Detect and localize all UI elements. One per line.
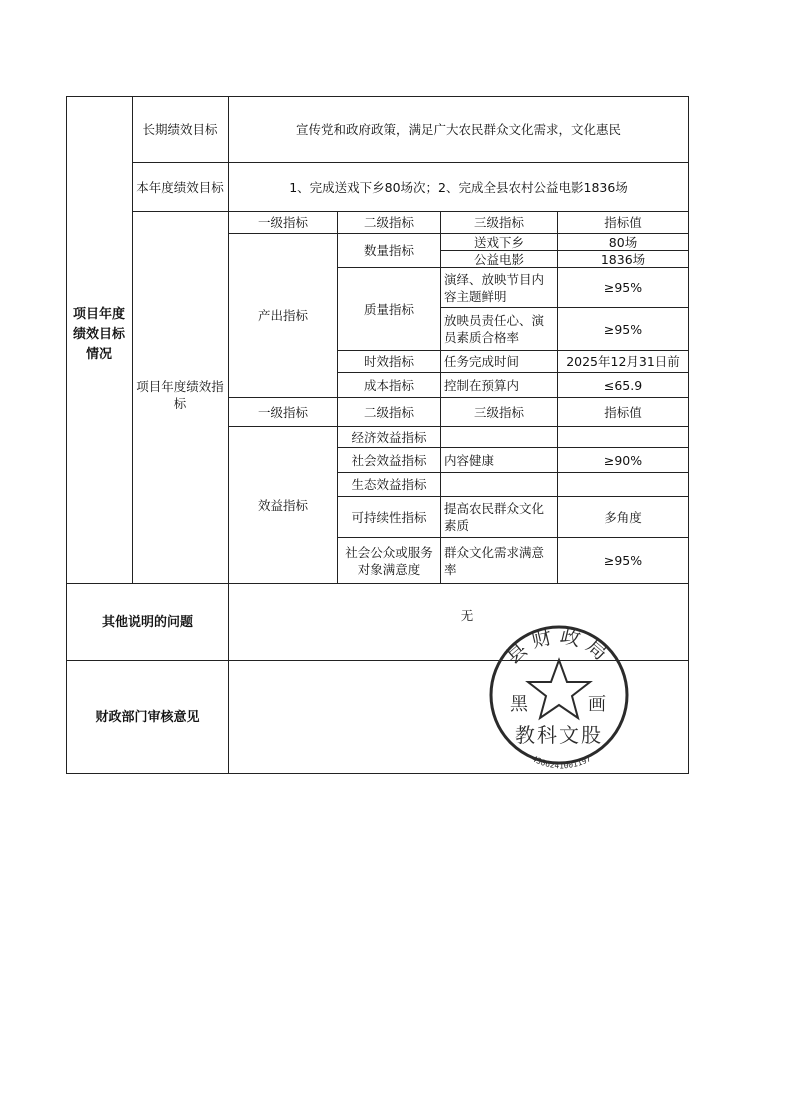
quality-row-value: ≥95% bbox=[603, 280, 643, 295]
timeliness-label: 时效指标 bbox=[363, 354, 414, 369]
header-level2: 二级指标 bbox=[363, 215, 414, 230]
indicator-label: 项目年度绩效指标 bbox=[136, 379, 224, 411]
other-value: 无 bbox=[460, 607, 474, 623]
benefit-level1: 效益指标 bbox=[257, 497, 308, 513]
ecological-name bbox=[441, 473, 557, 496]
timeliness-value: 2025年12月31日前 bbox=[566, 354, 680, 369]
quantity-row-name: 公益电影 bbox=[473, 251, 524, 267]
header-level1: 一级指标 bbox=[257, 404, 308, 420]
header-level2: 二级指标 bbox=[363, 404, 414, 420]
finance-label: 财政部门审核意见 bbox=[95, 709, 200, 725]
quality-row-name: 放映员责任心、演员素质合格率 bbox=[444, 313, 545, 345]
economic-label: 经济效益指标 bbox=[351, 429, 427, 445]
header-level3: 三级指标 bbox=[473, 404, 524, 420]
sustainable-label: 可持续性指标 bbox=[351, 509, 427, 525]
annual-goal-label: 本年度绩效目标 bbox=[136, 179, 224, 195]
header-level3: 三级指标 bbox=[473, 215, 524, 230]
long-term-goal-text: 宣传党和政府政策，满足广大农民群众文化需求，文化惠民 bbox=[295, 122, 621, 137]
star-icon bbox=[528, 660, 590, 718]
quality-label: 质量指标 bbox=[363, 301, 414, 317]
cost-name: 控制在预算内 bbox=[444, 377, 520, 393]
official-seal bbox=[484, 620, 634, 770]
sustainable-name: 提高农民群众文化素质 bbox=[444, 501, 545, 533]
quantity-row-value: 1836场 bbox=[600, 251, 646, 267]
svg-text:4306241001197 bbox=[531, 754, 593, 770]
social-name: 内容健康 bbox=[444, 452, 495, 468]
economic-value bbox=[558, 427, 688, 447]
cost-label: 成本指标 bbox=[363, 377, 414, 393]
timeliness-name: 任务完成时间 bbox=[444, 354, 520, 369]
annual-goal-text: 1、完成送戏下乡80场次；2、完成全县农村公益电影1836场 bbox=[289, 179, 628, 195]
satisfaction-value: ≥95% bbox=[603, 553, 643, 568]
social-value: ≥90% bbox=[603, 452, 643, 468]
quality-row-name: 演绎、放映节目内容主题鲜明 bbox=[444, 271, 545, 304]
quality-row-value: ≥95% bbox=[603, 321, 643, 337]
satisfaction-label: 社会公众或服务对象满意度 bbox=[345, 544, 433, 577]
header-value: 指标值 bbox=[604, 404, 642, 420]
long-term-goal-label: 长期绩效目标 bbox=[142, 122, 218, 137]
seal-top-text: 县财政局 bbox=[500, 623, 618, 669]
output-level1: 产出指标 bbox=[257, 308, 308, 323]
social-label: 社会效益指标 bbox=[351, 452, 427, 468]
quantity-label: 数量指标 bbox=[363, 243, 414, 258]
header-level1: 一级指标 bbox=[257, 215, 308, 230]
seal-number: 4306241001197 bbox=[530, 754, 593, 770]
seal-right-text: 画 bbox=[588, 694, 606, 715]
quantity-row-name: 送戏下乡 bbox=[473, 234, 524, 250]
ecological-label: 生态效益指标 bbox=[351, 477, 427, 492]
header-value: 指标值 bbox=[604, 215, 642, 230]
section-title: 项目年度绩效目标情况 bbox=[72, 307, 125, 362]
sustainable-value: 多角度 bbox=[604, 509, 642, 525]
ecological-value bbox=[558, 473, 688, 496]
other-label: 其他说明的问题 bbox=[101, 614, 193, 630]
cost-value: ≤65.9 bbox=[603, 377, 643, 393]
quantity-row-value: 80场 bbox=[608, 234, 638, 250]
economic-name bbox=[441, 427, 557, 447]
seal-left-text: 黑 bbox=[510, 694, 528, 715]
satisfaction-name: 群众文化需求满意率 bbox=[444, 544, 545, 577]
seal-bottom-text: 教科文股 bbox=[515, 723, 603, 747]
